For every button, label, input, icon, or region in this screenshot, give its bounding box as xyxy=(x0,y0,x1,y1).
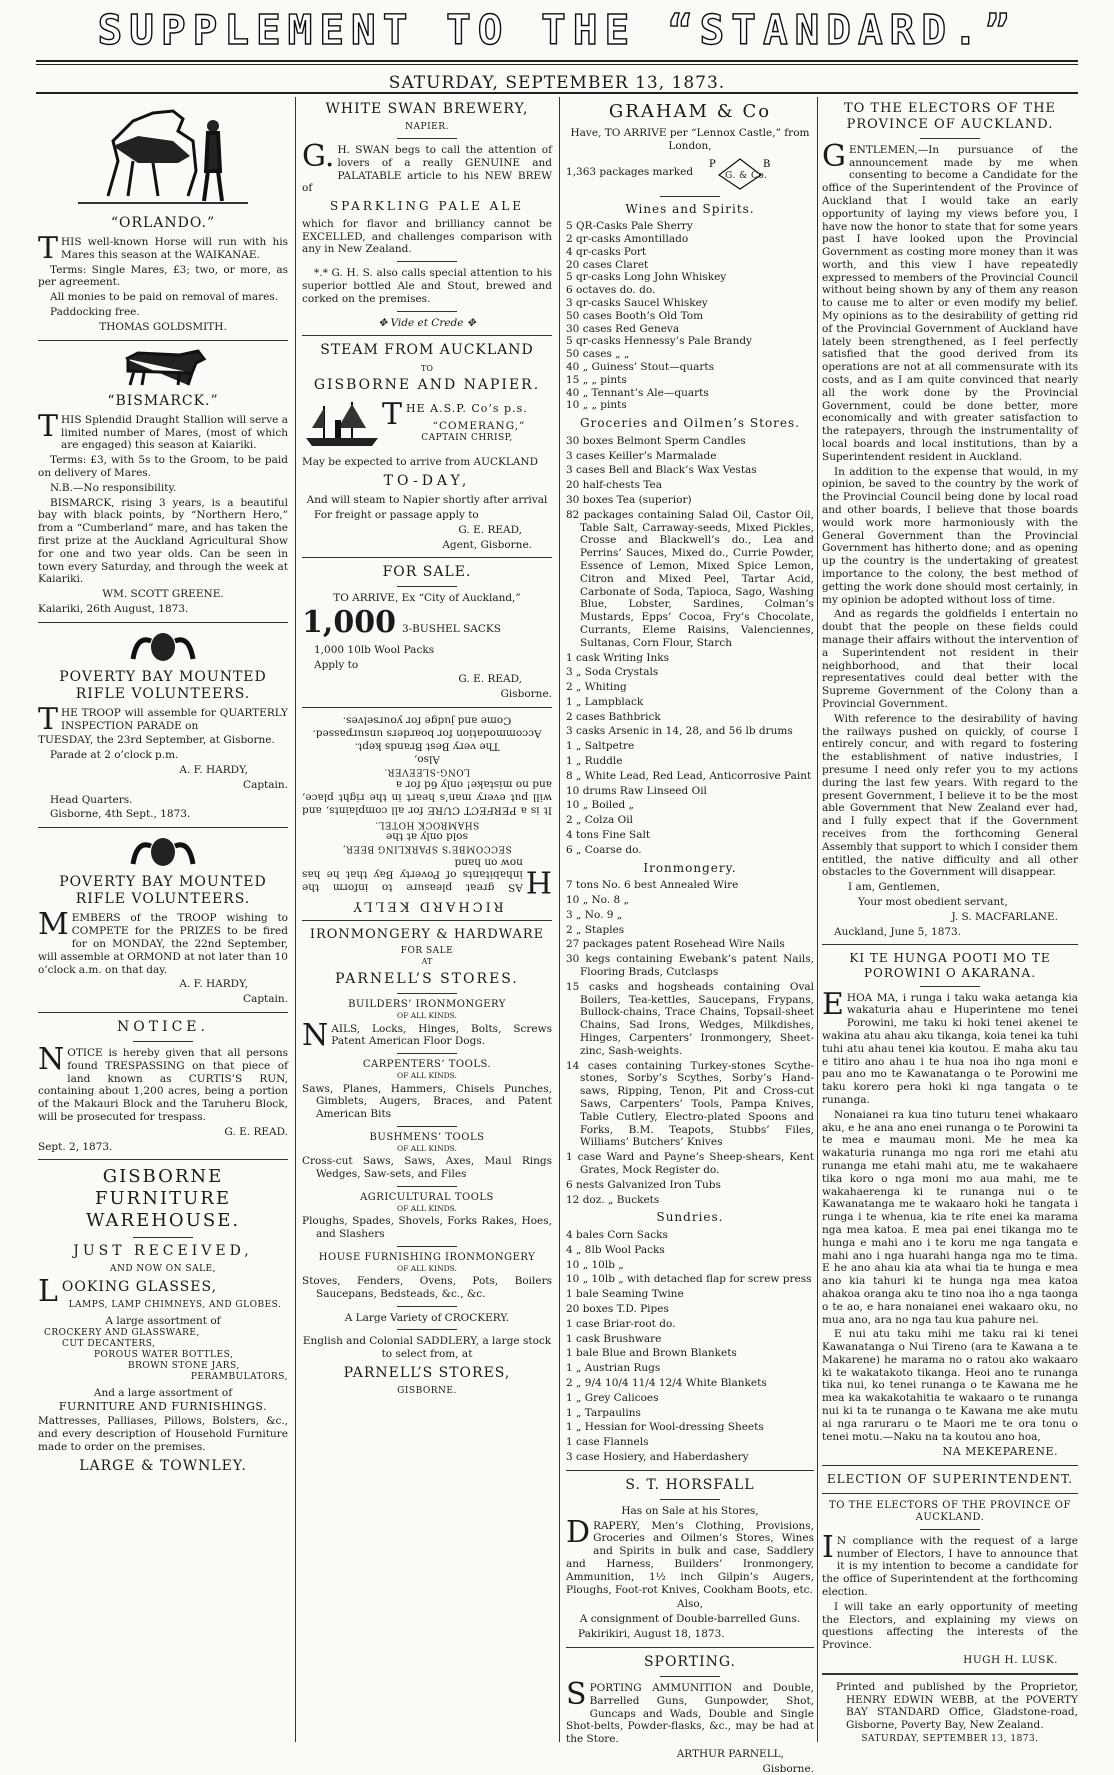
parnell-title: IRONMONGERY & HARDWARE xyxy=(309,926,545,942)
sacks-line xyxy=(302,605,552,642)
grocery-item: 2 „ Colza Oil xyxy=(566,814,633,827)
sporting-signature: ARTHUR PARNELL, xyxy=(676,1747,784,1760)
mark-p-letter: P xyxy=(709,158,716,170)
parnell-for-sale: FOR SALE xyxy=(400,946,454,957)
iron-item: 14 cases containing Turkey-stones Scythe-stones, Sorby’s Scythes, Sorby’s Hand-saws, Ripping, Tenon, Pit and Cross-cut Saws, Carpenters’ Tools, Pampa Knives, Table Cutlery, Electro-plated Spoons and Forks, B.M. Teapots, Stubbs’ Files, Williams’ Butchers’ Knives xyxy=(566,1059,814,1149)
volunteers-parade: Parade at 2 o’clock p.m. xyxy=(50,749,179,762)
grocery-item: 8 „ White Lead, Red Lead, Anticorrosive Paint xyxy=(566,769,812,782)
iron-item: 6 nests Galvanized Iron Tubs xyxy=(566,1178,721,1191)
kelly-line: SHAMROCK HOTEL. xyxy=(374,819,480,830)
furniture-item: POROUS WATER BOTTLES, xyxy=(94,1350,234,1361)
divider xyxy=(822,1673,1078,1675)
grocery-item: 3 „ Soda Crystals xyxy=(566,666,659,679)
grocery-item: 30 boxes Tea (superior) xyxy=(566,493,692,506)
volunteers-title: POVERTY BAY MOUNTED RIFLE VOLUNTEERS. xyxy=(59,668,267,702)
grocery-item: 1 „ Saltpetre xyxy=(566,740,635,753)
for-sale-signature: G. E. READ, xyxy=(458,673,522,686)
orlando-title: “ORLANDO.” xyxy=(110,215,216,231)
grocery-item: 2 cases Bathbrick xyxy=(566,710,661,723)
furniture-signature: LARGE & TOWNLEY. xyxy=(79,1457,247,1474)
grocery-item: 10 drums Raw Linseed Oil xyxy=(566,784,707,797)
grocery-item: 3 cases Keiller’s Marmalade xyxy=(566,449,717,462)
iron-item: 15 casks and hogsheads containing Oval Boilers, Tea-kettles, Saucepans, Frypans, Bullock-chains, Trace Chains, Topsail-sheet Chains, Sad Irons, Wedges, Milkdishes, Hinges, Carpenters’ Ironmongery, Sheet-zinc, Sash-weights. xyxy=(566,980,814,1057)
sundry-item: 20 boxes T.D. Pipes xyxy=(566,1303,669,1316)
ironmongery-list xyxy=(566,879,814,1206)
horse-and-groom-engraving xyxy=(78,101,248,211)
maori-paragraph: Nonaianei ra kua tino tuturu tenei whakaaro aku, e he ana ano enei runanga o te Porowini ta te mea e maumau moni. Me he mea ka wakaturia runanga mo nga rori me etahi atu runanga me etahi mahi atu, me te wakahaere tika koro o nga moni mo aua mahi, me te wakahaerenga ki te runanga nui o te Kawanatanga me te wakaaro hoki he tangata i runga i te whenua, kia te rite enei ka marama nga mea katoa. E mea pai enei tikanga mo te hunga e mahi ano i te koru me nga tangata e mahi ano i nga huarahi hanga nga mo te tima. E he ano ahau kia ata whai tia te hunga e mea ano kia tahuri ki te hunga nga mea katoa ahakoa oranga aku te tino noa iho a nga taonga o te ao, e hara nonaianei enei wakaaro oku, no mua ano, ara no nga tau kua pahure nei. xyxy=(822,1108,1078,1326)
divider xyxy=(920,1529,980,1530)
sundry-item: 1 bale Seaming Twine xyxy=(566,1288,684,1301)
crockery: A Large Variety of CROCKERY. xyxy=(344,1311,510,1324)
now-on-sale: AND NOW ON SALE, xyxy=(109,1264,216,1275)
divider xyxy=(38,1012,288,1013)
notice-signature: G. E. READ. xyxy=(224,1125,288,1138)
divider xyxy=(302,335,552,336)
kelly-line: The very Best Brands kept. xyxy=(354,740,500,753)
iron-item: 10 „ No. 8 „ xyxy=(566,894,629,907)
orlando-terms: Terms: Single Mares, £3; two, or more, as per agreement. xyxy=(38,263,288,289)
section-body: Stoves, Fenders, Ovens, Pots, Boilers Saucepans, Bedsteads, &c., &c. xyxy=(302,1275,552,1300)
wine-item: 5 qr-casks Long John Whiskey xyxy=(566,271,727,284)
horsfall-sale: Has on Sale at his Stores, xyxy=(621,1504,759,1517)
kelly-line: Accommodation for boarders unsurpassed. xyxy=(312,727,542,740)
grocery-item: 10 „ Boiled „ xyxy=(566,799,634,812)
grocery-item: 3 casks Arsenic in 14, 28, and 56 lb drums xyxy=(566,725,793,738)
wine-item: 20 cases Claret xyxy=(566,258,649,271)
wine-item: 50 cases Booth’s Old Tom xyxy=(566,309,704,322)
divider xyxy=(920,138,980,139)
parnell-signature: PARNELL’S STORES, xyxy=(343,1365,511,1382)
section-sub: OF ALL KINDS. xyxy=(397,1011,457,1021)
maori-title: KI TE HUNGA POOTI MO TE POROWINI O AKARANA. xyxy=(849,951,1051,980)
lamps: LAMPS, LAMP CHIMNEYS, AND GLOBES. xyxy=(68,1300,282,1311)
sacks-count: 1,000 xyxy=(302,605,396,641)
section-body: Ploughs, Spades, Shovels, Forks Rakes, Hoes, and Slashers xyxy=(302,1215,552,1240)
horsfall-date: Pakirikiri, August 18, 1873. xyxy=(578,1628,725,1641)
kelly-line: RICHARD KELLY xyxy=(350,898,504,914)
grocery-item: 20 half-chests Tea xyxy=(566,479,662,492)
imprint-date: SATURDAY, SEPTEMBER 13, 1873. xyxy=(861,1734,1039,1745)
draught-horse-icon xyxy=(118,347,208,389)
sundry-item: 4 bales Corn Sacks xyxy=(566,1229,668,1242)
kelly-line: LONG-SLEEVER. xyxy=(383,766,471,777)
electors-paragraph: GENTLEMEN,—In pursuance of the announcement made by me when consenting to become a Candidate for the office of the Superintendent of the Province of Auckland that I would take an early opportunity of laying my views before you, I have now the honor to state that for some years past I have looked upon the Provincial Government as costing more money than it was worth, and this view I have repeatedly expressed to members of the Provincial Council without being shown by any of them any reason to cause me to alter or even modify my belief. My opinions as to the desirability of getting rid of the Provincial Government of Auckland have lately been strengthened, as I feel perfectly satisfied that the good derived from its operations are not at all commensurate with its costs, and as I am quite convinced that nearly all the work done by the Provincial Government, could be done better, more economically and with greater satisfaction to the ratepayers, through the instrumentality of local boards and local institutions, than by a Superintendent resident in Auckland. xyxy=(822,138,1078,463)
volunteers-text: MEMBERS of the TROOP wishing to COMPETE for the PRIZES to be fired for on MONDAY, the 22nd September, will assemble at ORMOND at not later than 10 o’clock a.m. on that day. xyxy=(38,907,288,976)
iron-item: 7 tons No. 6 best Annealed Wire xyxy=(566,879,739,892)
grocery-list xyxy=(566,435,814,857)
divider xyxy=(38,827,288,828)
section-sub: OF ALL KINDS. xyxy=(397,1263,457,1273)
brewery-text: G.H. SWAN begs to call the attention of lovers of a really GENUINE and PALATABLE article to his NEW BREW of xyxy=(302,139,552,195)
furniture-title: GISBORNE FURNITURE WAREHOUSE. xyxy=(85,1166,241,1232)
sundry-item: 1 „ Tarpaulins xyxy=(566,1406,641,1419)
wine-item: 6 octaves do. do. xyxy=(566,284,656,297)
divider xyxy=(397,138,457,139)
sundry-item: 3 case Hosiery, and Haberdashery xyxy=(566,1450,749,1463)
furniture-item: CUT DECANTERS, xyxy=(62,1339,156,1350)
electors-paragraph: In addition to the expense that would, in my opinion, be saved to the country by the work of the Provincial Council being done by local road and other boards, I believe that those boards would work more harmoniously with the General Government than the Provincial Government has hitherto done; and as opening up the country is the undertaking of greatest importance to the colony, the best method of getting the work done should most certainly, in my opinion be adopted without loss of time. xyxy=(822,465,1078,606)
shipping-mark: G. & Co. xyxy=(725,171,768,182)
sundry-item: 1 „ Grey Calicoes xyxy=(566,1391,659,1404)
richard-kelly-advert-upside-down xyxy=(302,714,552,914)
wine-item: 40 „ Tennant’s Ale—quarts xyxy=(566,386,709,399)
iron-item: 2 „ Staples xyxy=(566,923,625,936)
divider xyxy=(660,1499,720,1500)
date-rule xyxy=(36,92,1078,94)
grocery-item: 3 cases Bell and Black’s Wax Vestas xyxy=(566,464,757,477)
sundry-item: 1 „ Austrian Rugs xyxy=(566,1362,661,1375)
masthead-title: SUPPLEMENT TO THE “STANDARD.” xyxy=(97,6,1017,54)
paddle-steamer-icon xyxy=(302,398,382,454)
sundry-item: 1 „ Hessian for Wool-dressing Sheets xyxy=(566,1421,764,1434)
bismarck-description: BISMARCK, rising 3 years, is a beautiful bay with black points, by “Northern Hero,” from a “Cumberland” mare, and has taken the first prize at the Auckland Agricultural Show for one and two year olds. Can be seen in town every Saturday, and through the week at Kaiariki. xyxy=(38,496,288,586)
section-heading: BUSHMENS’ TOOLS xyxy=(369,1131,485,1143)
brewery-text-2: which for flavor and brilliancy cannot be EXCELLED, and challenges comparison with any in New Zealand. xyxy=(302,217,552,256)
sundry-item: 2 „ 9/4 10/4 11/4 12/4 White Blankets xyxy=(566,1377,767,1389)
sundries-heading: Sundries. xyxy=(656,1210,724,1225)
sundry-item: 10 „ 10lb „ xyxy=(566,1258,624,1271)
packages-text: 1,363 packages marked xyxy=(566,166,694,179)
orlando-text: THIS well-known Horse will run with his Mares this season at the WAIKANAE. xyxy=(38,231,288,267)
bismarck-dateline: Kaiariki, 26th August, 1873. xyxy=(38,602,189,615)
coat-of-arms-icon xyxy=(123,629,203,665)
iron-item: 1 case Ward and Payne’s Sheep-shears, Kent Grates, Mock Register do. xyxy=(566,1151,814,1177)
election-text: IN compliance with the request of a large number of Electors, I have to announce that it is my intention to become a candidate for the office of Superintendent at the forthcoming election. xyxy=(822,1529,1078,1599)
sparkling-pale-ale: SPARKLING PALE ALE xyxy=(329,199,525,214)
sporting-signature-place: Gisborne. xyxy=(762,1762,814,1775)
election-text-2: I will take an early opportunity of meeting the Electors, and explaining my views on questions affecting the interests of the Province. xyxy=(822,1600,1078,1652)
expected-arrival: May be expected to arrive from AUCKLAND xyxy=(302,456,539,469)
column-4 xyxy=(822,97,1078,1745)
divider xyxy=(566,1470,814,1471)
section-body: Cross-cut Saws, Saws, Axes, Maul Rings Wedges, Saw-sets, and Files xyxy=(302,1155,552,1181)
furniture-item: BROWN STONE JARS, xyxy=(128,1361,240,1372)
divider xyxy=(397,1329,457,1330)
top-rule-thin xyxy=(36,64,1078,65)
sundry-item: 10 „ 10lb „ with detached flap for screw press xyxy=(566,1273,812,1286)
grocery-item: 4 tons Fine Salt xyxy=(566,829,651,842)
volunteers-signature-role: Captain. xyxy=(243,778,288,791)
divider xyxy=(822,1493,1078,1494)
orlando-paddock: Paddocking free. xyxy=(50,306,140,319)
volunteers-when: TUESDAY, the 23rd September, at Gisborne. xyxy=(38,734,275,747)
section-body: Saws, Planes, Hammers, Chisels Punches, Gimblets, Augers, Braces, and Patent American Bits xyxy=(302,1082,552,1121)
motto-text: Vide et Crede xyxy=(390,316,464,329)
horsfall-also: Also, xyxy=(677,1598,703,1611)
divider xyxy=(397,1246,457,1247)
wine-item: 5 QR-Casks Pale Sherry xyxy=(566,220,693,233)
divider xyxy=(660,1676,720,1677)
imprint: Printed and published by the Proprietor, HENRY EDWIN WEBB, at the POVERTY BAY STANDARD Office, Gladstone-road, Gisborne, Poverty Bay, New Zealand. xyxy=(836,1680,1078,1732)
parnell-at: AT xyxy=(421,957,433,967)
section-sub: OF ALL KINDS. xyxy=(397,1071,457,1081)
sacks-label: 3-BUSHEL SACKS xyxy=(401,623,501,636)
bismarck-terms: Terms: £3, with 5s to the Groom, to be paid on delivery of Mares. xyxy=(38,454,288,479)
brewery-title: WHITE SWAN BREWERY, xyxy=(325,101,529,117)
kelly-line: It is a PERFECT CURE for all complaints, and will put every man’s heart in the right place, and no mistake! only 6d for a xyxy=(302,779,552,817)
iron-item: 3 „ No. 9 „ xyxy=(566,908,623,921)
volunteers-title: POVERTY BAY MOUNTED RIFLE VOLUNTEERS. xyxy=(59,874,267,908)
column-divider xyxy=(817,97,818,1742)
bismarck-nb: N.B.—No responsibility. xyxy=(50,481,177,494)
wine-item: 4 qr-casks Port xyxy=(566,245,647,258)
steam-company: THE A.S.P. Co’s p.s. xyxy=(382,397,528,433)
divider xyxy=(397,311,457,312)
divider xyxy=(302,707,552,708)
wine-item: 3 qr-casks Saucel Whiskey xyxy=(566,296,708,309)
furniture-and-furnishings: FURNITURE AND FURNISHINGS. xyxy=(58,1399,268,1413)
kelly-line: sold only at the xyxy=(386,830,468,843)
section-heading: AGRICULTURAL TOOLS xyxy=(360,1191,494,1203)
divider xyxy=(566,1647,814,1648)
column-divider xyxy=(559,97,560,1742)
maori-paragraph: E nui atu taku mihi me taku rai ki tenei Kawanatanga o Nui Tireno (ara te Kawana a te Makarene) he marama no o ratou ako wakaaro ki te wakatakoto tikanga. Heoi ano te runanga tika nui, ko tenei runanga o te Kawana me he mea ka wakakotahitia te wakaaro o te runanga nui ki ta te runanga o te Kawana me ake mutu ai nga raruraru o te Maori me te ora tonu o tenei motu.—Naku na ta koutou ano hoa, xyxy=(822,1328,1078,1443)
kelly-line: Come and judge for yourselves. xyxy=(342,714,512,727)
grocery-item: 2 „ Whiting xyxy=(566,681,627,694)
brewery-motto: ✥ Vide et Crede ✥ xyxy=(378,316,476,329)
sundry-item: 4 „ 8lb Wool Packs xyxy=(566,1243,665,1256)
bismarck-signature: WM. SCOTT GREENE. xyxy=(102,588,224,601)
kelly-line: HAS great pleasure to inform the inhabitants of Poverty Bay that he has now on hand xyxy=(302,856,552,899)
maori-paragraph: EHOA MA, i runga i taku waka aetanga kia wakaturia ahau e Huperintene mo tenei Porowini, me taku ki hoki tenei akenei te wakina atu ahau aku tikanga, koia tenei ka tuhi tuhi atu ahau tenei kia koutou. E maha aku tau e titiro ano ahau i te hua noa iho nga moni e pau ano mo te Kawanatanga o te Porowini me taku korero pera hoki ki nga tangata o te runanga. xyxy=(822,986,1078,1106)
head-quarters-date: Gisborne, 4th Sept., 1873. xyxy=(50,808,191,821)
head-quarters: Head Quarters. xyxy=(50,793,133,806)
divider xyxy=(397,586,457,587)
steamer-block xyxy=(302,398,552,454)
divider xyxy=(133,1237,193,1238)
volunteers-signature: A. F. HARDY, xyxy=(179,764,248,777)
parnell-stores: PARNELL’S STORES. xyxy=(335,971,519,988)
large-assortment: A large assortment of xyxy=(105,1315,221,1328)
grocery-item: 6 „ Coarse do. xyxy=(566,843,642,856)
electors-signature: J. S. MACFARLANE. xyxy=(951,910,1058,923)
for-sale-title: FOR SALE. xyxy=(382,564,472,581)
wine-item: 15 „ „ pints xyxy=(566,373,627,386)
bismarck-title: “BISMARCK.” xyxy=(107,392,219,409)
wines-heading: Wines and Spirits. xyxy=(625,201,755,216)
mark-b-letter: B xyxy=(763,158,771,170)
steam-title: STEAM FROM AUCKLAND xyxy=(320,342,534,359)
ship-name: “COMERANG,” xyxy=(432,419,526,432)
iron-item: 12 doz. „ Buckets xyxy=(566,1193,660,1206)
divider xyxy=(397,1053,457,1054)
sporting-title: SPORTING. xyxy=(643,1653,737,1670)
electors-date: Auckland, June 5, 1873. xyxy=(834,925,962,938)
to-arrive: TO ARRIVE, Ex “City of Auckland,” xyxy=(333,592,521,605)
grocery-item: 1 „ Lampblack xyxy=(566,695,644,708)
election-signature: HUGH H. LUSK. xyxy=(963,1654,1058,1667)
steam-signature-role: Agent, Gisborne. xyxy=(442,538,532,551)
issue-date: SATURDAY, SEPTEMBER 13, 1873. xyxy=(388,73,726,93)
electors-paragraph: And as regards the goldfields I entertain no doubt that the people on these fields could manage their affairs without the intervention of a Superintendent not resident in their neighborhood, and that their local representatives could deal better with the Supreme Government of the Colony than a Provincial Government. xyxy=(822,608,1078,710)
parnell-signature-place: GISBORNE. xyxy=(397,1386,457,1397)
divider xyxy=(302,920,552,921)
wine-item: 10 „ „ pints xyxy=(566,399,627,412)
sundry-item: 1 case Briar-root do. xyxy=(566,1317,676,1330)
sundry-item: 1 case Flannels xyxy=(566,1436,649,1449)
column-2 xyxy=(302,97,552,1742)
column-1 xyxy=(38,97,288,1742)
volunteers-signature: A. F. HARDY, xyxy=(179,978,248,991)
divider xyxy=(397,1186,457,1187)
column-3 xyxy=(566,97,814,1775)
graham-title: GRAHAM & Co xyxy=(608,101,772,122)
grocery-item: 82 packages containing Salad Oil, Castor Oil, Table Salt, Carraway-seeds, Mixed Pickles, Crosse and Blackwell’s do., Lea and Perrins’ Sauces, Mixed do., Currie Powder, Essence of Lemon, Mixed Spice Lemon, Citron and Mixed Peel, Tartar Acid, Carbonate of Soda, Tapioca, Sago, Washing Blue, Lobster, Sardines, Colman’s Mustards, Epps’ Cocoa, Fry’s Chocolate, Currants, Eleme Raisins, Valenciennes, Sultanas, Corn Flour, Starch xyxy=(566,508,814,649)
wine-list xyxy=(566,220,814,412)
steam-destination: GISBORNE AND NAPIER. xyxy=(313,377,541,394)
steam-napier: And will steam to Napier shortly after arrival xyxy=(306,494,548,507)
section-heading: HOUSE FURNISHING IRONMONGERY xyxy=(318,1251,536,1263)
closing: Your most obedient servant, xyxy=(858,895,1008,908)
notice-date: Sept. 2, 1873. xyxy=(38,1140,113,1153)
sporting-text: SPORTING AMMUNITION and Double, Barrelled Guns, Gunpowder, Shot, Guncaps and Wads, Double and Single Shot-belts, Powder-flasks, &c., may be had at the Store. xyxy=(566,1676,814,1746)
saddlery: English and Colonial SADDLERY, a large stock to select from, at xyxy=(302,1335,552,1361)
wine-item: 5 qr-casks Hennessy’s Pale Brandy xyxy=(566,335,752,348)
steam-to: TO xyxy=(421,363,433,373)
divider xyxy=(133,1041,193,1042)
wine-item: 30 cases Red Geneva xyxy=(566,322,680,335)
column-divider xyxy=(295,97,296,1742)
freight-passage: For freight or passage apply to xyxy=(314,509,479,522)
just-received: JUST RECEIVED, xyxy=(73,1243,253,1260)
iron-item: 27 packages patent Rosehead Wire Nails xyxy=(566,938,785,951)
grocery-item: 1 „ Ruddle xyxy=(566,755,623,768)
wine-item: 40 „ Guiness’ Stout—quarts xyxy=(566,360,714,373)
and-large-assortment: And a large assortment of xyxy=(93,1387,233,1399)
looking-glasses: LOOKING GLASSES, xyxy=(38,1274,218,1310)
wool-packs: 1,000 10lb Wool Packs xyxy=(314,643,435,656)
divider xyxy=(822,944,1078,945)
divider xyxy=(397,993,457,994)
notice-text: NOTICE is hereby given that all persons found TRESPASSING on that piece of land known as CURTIS’S RUN, containing about 1,200 acres, being a portion of the Makauri Block and the Taruheru Block, will be prosecuted for trespass. xyxy=(38,1042,288,1124)
brewery-text-3: *.* G. H. S. also calls special attention to his superior bottled Ale and Stout, brewed and corked on the premises. xyxy=(302,267,552,305)
wine-item: 2 qr-casks Amontillado xyxy=(566,232,689,245)
maori-signature: NA MEKEPARENE. xyxy=(942,1445,1058,1459)
masthead xyxy=(0,0,1114,60)
divider xyxy=(822,1465,1078,1466)
wine-item: 50 cases „ „ xyxy=(566,348,630,361)
mattresses: Mattresses, Palliases, Pillows, Bolsters, &c., and every description of Household Furniture made to order on the premises. xyxy=(38,1415,288,1453)
divider xyxy=(38,622,288,623)
grocery-item: 1 cask Writing Inks xyxy=(566,651,670,664)
apply-to: Apply to xyxy=(314,658,359,671)
steam-signature: G. E. READ, xyxy=(458,523,522,536)
divider xyxy=(660,196,720,197)
divider xyxy=(397,1306,457,1307)
kelly-line: Also, xyxy=(414,753,440,766)
divider xyxy=(397,1126,457,1127)
iron-item: 30 kegs containing Ewebank’s patent Nails, Flooring Brads, Cutclasps xyxy=(566,953,814,979)
section-heading: BUILDERS’ IRONMONGERY xyxy=(348,999,506,1011)
grocery-item: 30 boxes Belmont Sperm Candles xyxy=(566,434,746,447)
coat-of-arms-icon xyxy=(123,834,203,870)
election-to: TO THE ELECTORS OF THE PROVINCE OF AUCKLAND. xyxy=(829,1499,1071,1523)
section-sub: OF ALL KINDS. xyxy=(397,1144,457,1154)
brewery-place: NAPIER. xyxy=(405,122,449,133)
election-title: ELECTION OF SUPERINTENDENT. xyxy=(826,1471,1074,1486)
divider xyxy=(38,1159,288,1160)
volunteers-signature-role: Captain. xyxy=(243,993,288,1006)
furniture-item: CROCKERY AND GLASSWARE, xyxy=(44,1328,200,1339)
sundries-list xyxy=(566,1229,814,1464)
kelly-line: SECCOMBE’S SPARKLING BEER, xyxy=(342,843,512,854)
bismarck-text: THIS Splendid Draught Stallion will serve a limited number of Mares, (most of which are engaged) this season at Kaiariki. xyxy=(38,408,288,452)
electors-paragraph: With reference to the desirability of having the railways pushed on quickly, of course I entirely concur, and with regard to fostering the establishment of native industries, I presume I need only refer you to my actions during the last few years. With regard to the present Government, I believe it to be the most able Government that New Zealand ever had, and I fully expect that if the Government receives from the forthcoming General Assembly that support to which I consider them entitled, the native difficulty and all other obstacles to the Government will disappear. xyxy=(822,712,1078,879)
ironmongery-heading: Ironmongery. xyxy=(643,860,737,875)
horsfall-text: DRAPERY, Men’s Clothing, Provisions, Groceries and Oilmen’s Stores, Wines and Spirits in bulk and case, Saddlery and Harness, Builders’ Ironmongery, Ammunition, 1½ inch Gilpin’s Augers, Ploughs, Foot-rot Knives, Cookham Boots, etc. xyxy=(566,1514,814,1596)
graham-arrive: Have, TO ARRIVE per “Lennox Castle,” from London, xyxy=(570,126,810,152)
section-sub: OF ALL KINDS. xyxy=(397,1204,457,1213)
closing: I am, Gentlemen, xyxy=(848,881,940,894)
divider xyxy=(397,261,457,262)
section-heading: CARPENTERS’ TOOLS. xyxy=(362,1059,492,1071)
divider xyxy=(302,557,552,558)
horsfall-guns: A consignment of Double-barrelled Guns. xyxy=(579,1613,801,1626)
sundry-item: 1 cask Brushware xyxy=(566,1332,662,1345)
section-body: NAILS, Locks, Hinges, Bolts, Screws Patent American Floor Dogs. xyxy=(302,1017,552,1053)
top-rule xyxy=(36,60,1078,62)
today: TO-DAY, xyxy=(383,473,471,490)
sundry-item: 1 bale Blue and Brown Blankets xyxy=(566,1347,737,1360)
notice-title: NOTICE. xyxy=(117,1018,209,1035)
horsfall-title: S. T. HORSFALL xyxy=(625,1476,755,1493)
divider xyxy=(38,340,288,341)
captain: CAPTAIN CHRISP, xyxy=(421,432,513,443)
groceries-heading: Groceries and Oilmen’s Stores. xyxy=(580,416,800,431)
orlando-monies: All monies to be paid on removal of mares. xyxy=(50,291,279,304)
volunteers-text: THE TROOP will assemble for QUARTERLY INSPECTION PARADE on xyxy=(38,701,288,737)
for-sale-place: Gisborne. xyxy=(500,688,552,701)
packages-line xyxy=(566,155,814,191)
divider xyxy=(920,986,980,987)
orlando-signature: THOMAS GOLDSMITH. xyxy=(99,320,227,333)
electors-title: TO THE ELECTORS OF THE PROVINCE OF AUCKLAND. xyxy=(843,101,1057,132)
furniture-item: PERAMBULATORS, xyxy=(190,1372,288,1383)
